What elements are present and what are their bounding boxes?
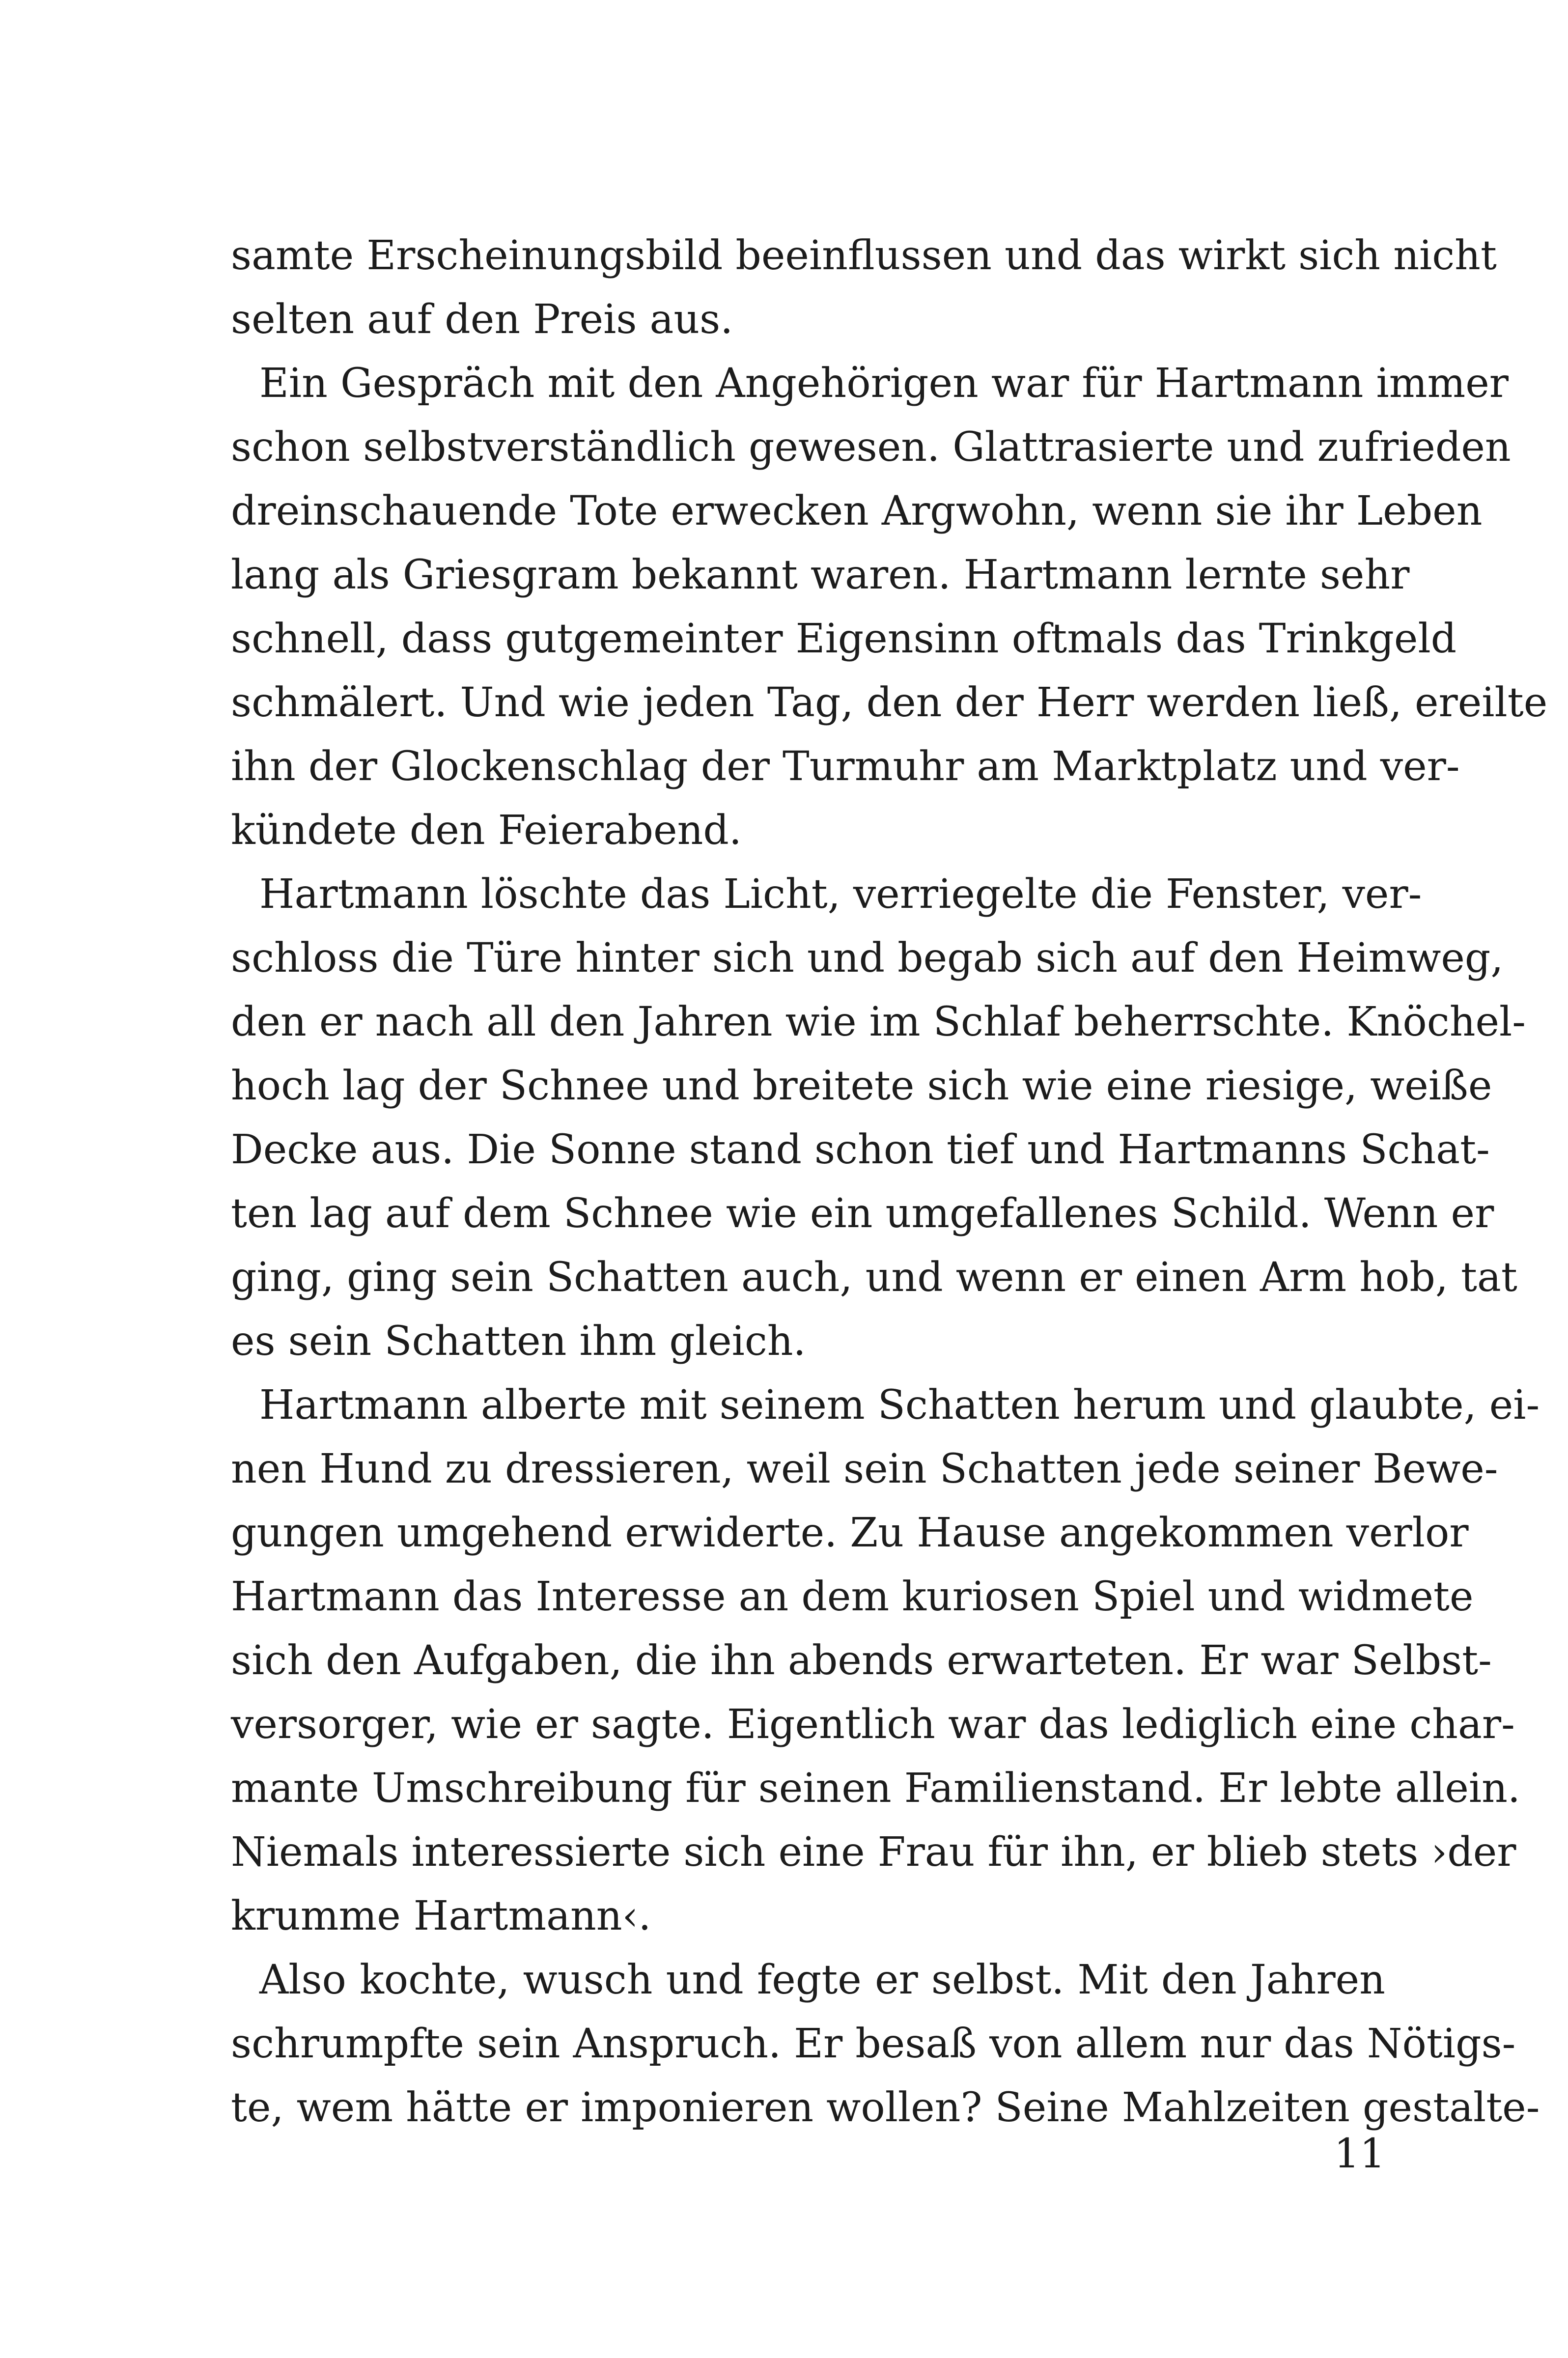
text-line: nen Hund zu dressieren, weil sein Schatten jede seiner Bewe- — [231, 1446, 1498, 1492]
body-text — [231, 224, 1548, 2140]
text-line: Also kochte, wusch und fegte er selbst. Mit den Jahren — [259, 1957, 1385, 2003]
text-line: Hartmann alberte mit seinem Schatten herum und glaubte, ei- — [259, 1382, 1540, 1429]
text-line: kündete den Feierabend. — [231, 807, 742, 854]
text-line: gungen umgehend erwiderte. Zu Hause angekommen verlor — [231, 1510, 1469, 1556]
text-line: schmälert. Und wie jeden Tag, den der Herr werden ließ, ereilte — [231, 679, 1548, 726]
text-line: krumme Hartmann‹. — [231, 1893, 651, 1939]
text-line: dreinschauende Tote erwecken Argwohn, wenn sie ihr Leben — [231, 488, 1483, 534]
paragraph — [231, 1948, 1540, 2140]
text-line: ten lag auf dem Schnee wie ein umgefallenes Schild. Wenn er — [231, 1190, 1494, 1237]
text-line: versorger, wie er sagte. Eigentlich war das lediglich eine char- — [231, 1701, 1515, 1748]
paragraph — [231, 352, 1548, 863]
paragraph — [231, 224, 1497, 352]
text-line: Decke aus. Die Sonne stand schon tief und Hartmanns Schat- — [231, 1126, 1490, 1173]
paragraph — [231, 1374, 1540, 1948]
text-line: schnell, dass gutgemeinter Eigensinn oftmals das Trinkgeld — [231, 616, 1457, 662]
text-line: den er nach all den Jahren wie im Schlaf beherrschte. Knöchel- — [231, 999, 1526, 1045]
text-line: ihn der Glockenschlag der Turmuhr am Marktplatz und ver- — [231, 743, 1460, 790]
text-line: te, wem hätte er imponieren wollen? Seine Mahlzeiten gestalte- — [231, 2084, 1540, 2131]
text-line: sich den Aufgaben, die ihn abends erwarteten. Er war Selbst- — [231, 1637, 1492, 1684]
text-line: Ein Gespräch mit den Angehörigen war für Hartmann immer — [259, 360, 1509, 407]
text-line: schrumpfte sein Anspruch. Er besaß von allem nur das Nötigs- — [231, 2021, 1516, 2067]
page-number: 11 — [1334, 2131, 1385, 2177]
paragraph — [231, 863, 1526, 1374]
text-line: ging, ging sein Schatten auch, und wenn er einen Arm hob, tat — [231, 1254, 1517, 1301]
text-line: schloss die Türe hinter sich und begab sich auf den Heimweg, — [231, 935, 1504, 982]
text-line: Niemals interessierte sich eine Frau für ihn, er blieb stets ›der — [231, 1829, 1516, 1876]
text-line: lang als Griesgram bekannt waren. Hartmann lernte sehr — [231, 552, 1410, 598]
text-line: es sein Schatten ihm gleich. — [231, 1318, 806, 1365]
text-line: mante Umschreibung für seinen Familienstand. Er lebte allein. — [231, 1765, 1521, 1812]
text-line: selten auf den Preis aus. — [231, 296, 733, 343]
text-line: schon selbstverständlich gewesen. Glattrasierte und zufrieden — [231, 424, 1511, 471]
text-line: Hartmann löschte das Licht, verriegelte die Fenster, ver- — [259, 871, 1422, 918]
text-line: Hartmann das Interesse an dem kuriosen Spiel und widmete — [231, 1573, 1474, 1620]
text-line: hoch lag der Schnee und breitete sich wie eine riesige, weiße — [231, 1063, 1492, 1109]
text-line: samte Erscheinungsbild beeinflussen und das wirkt sich nicht — [231, 232, 1497, 279]
